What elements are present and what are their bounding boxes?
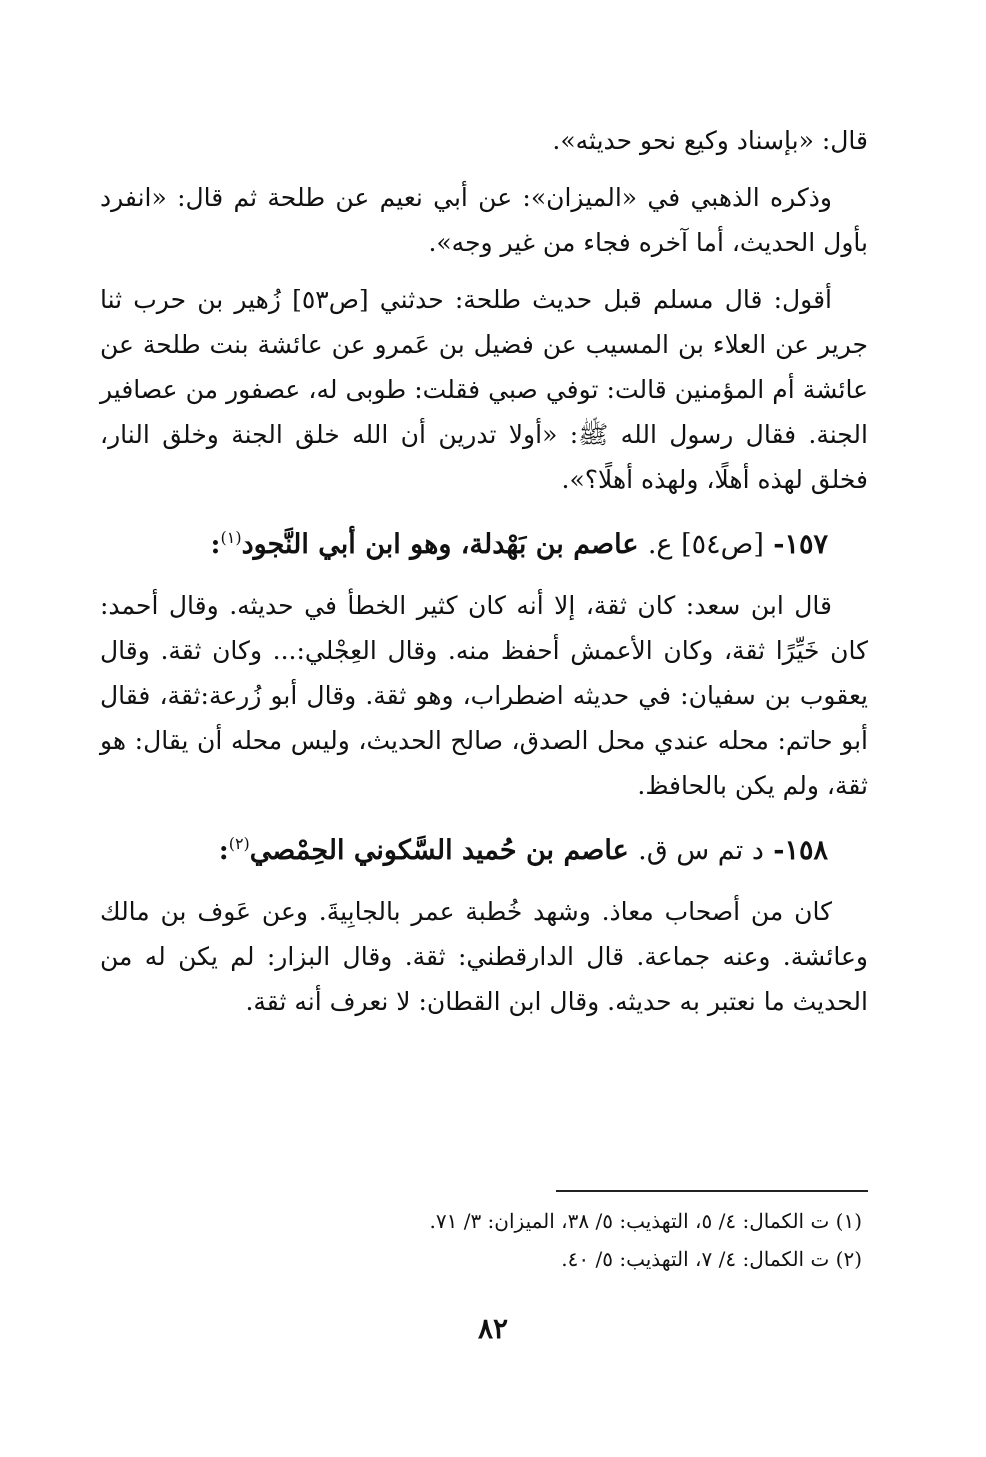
entry-158-heading: [100, 820, 868, 875]
footnote-2: (٢) ت الكمال: ٤/ ٧، التهذيب: ٥/ ٤٠.: [561, 1247, 862, 1271]
entry-157-heading: [100, 514, 868, 569]
entry-157-body: قال ابن سعد: كان ثقة، إلا أنه كان كثير الخطأ في حديثه. وقال أحمد: كان خَيِّرًا ثقة، وكان الأعمش أحفظ منه. وقال العِجْلي:... وكان ثقة. وقال يعقوب بن سفيان: في حديثه اضطراب، وهو ثقة. وقال أبو زُرعة:ثقة، فقال أبو حاتم: محله عندي محل الصدق، صالح الحديث، وليس محله أن يقال: هو ثقة، ولم يكن بالحافظ.: [100, 591, 868, 800]
footnote-divider: [556, 1190, 868, 1192]
paragraph-aqul: أقول: قال مسلم قبل حديث طلحة: حدثني [ص٥٣] زُهير بن حرب ثنا جرير عن العلاء بن المسيب عن فضيل بن عَمرو عن عائشة بنت طلحة عن عائشة أم المؤمنين قالت: توفي صبي فقلت: طوبى له، عصفور من عصافير الجنة. فقال رسول الله ﷺ: «أولا تدرين أن الله خلق الجنة وخلق النار، فخلق لهذه أهلًا، ولهذه أهلًا؟».: [100, 285, 868, 494]
footnote-1: (١) ت الكمال: ٤/ ٥، التهذيب: ٥/ ٣٨، الميزان: ٣/ ٧١.: [429, 1209, 862, 1233]
page-number: ٨٢: [477, 1312, 509, 1345]
heading-colon: :: [218, 835, 229, 866]
page-body: [100, 118, 868, 1036]
entry-number: ١٥٨-: [773, 835, 828, 866]
footnote-ref: (٢): [228, 834, 250, 853]
entry-number: ١٥٧-: [773, 529, 828, 560]
entry-sigla: [ص٥٤] ع.: [647, 529, 764, 560]
heading-colon: :: [210, 529, 221, 560]
entry-sigla: د تم س ق.: [638, 835, 764, 866]
paragraph-quote: قال: «بإسناد وكيع نحو حديثه».: [552, 126, 868, 155]
narrator-name: عاصم بن بَهْدلة، وهو ابن أبي النَّجود: [241, 529, 639, 560]
paragraph-dhahabi: وذكره الذهبي في «الميزان»: عن أبي نعيم عن طلحة ثم قال: «انفرد بأول الحديث، أما آخره فجاء من غير وجه».: [100, 183, 868, 257]
footnote-ref: (١): [220, 528, 242, 547]
entry-158-body: كان من أصحاب معاذ. وشهد خُطبة عمر بالجابِيةَ. وعن عَوف بن مالك وعائشة. وعنه جماعة. قال الدارقطني: ثقة. وقال البزار: لم يكن له من الحديث ما نعتبر به حديثه. وقال ابن القطان: لا نعرف أنه ثقة.: [100, 897, 868, 1016]
narrator-name: عاصم بن حُميد السَّكوني الحِمْصي: [249, 835, 629, 866]
footnotes-section: [100, 1190, 868, 1278]
